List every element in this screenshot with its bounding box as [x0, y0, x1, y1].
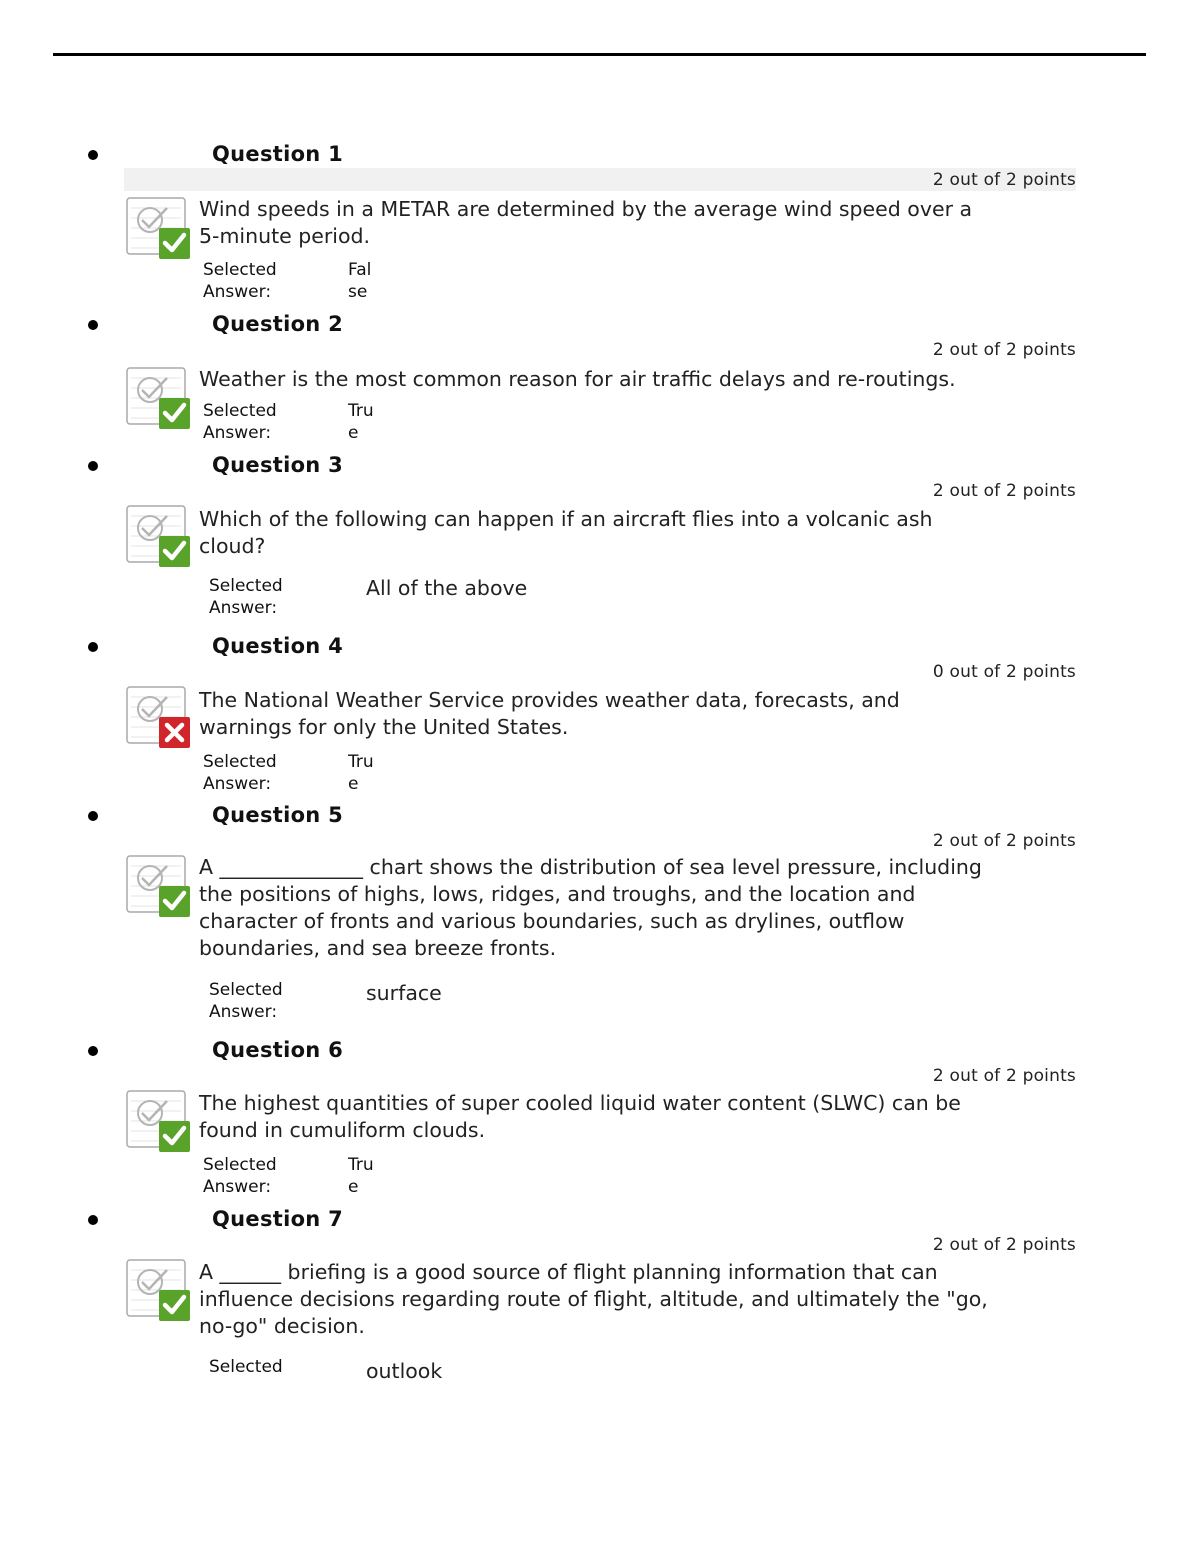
question-title: Question 5	[212, 803, 344, 827]
question-text: A ______________ chart shows the distribution of sea level pressure, including the positions of highs, lows, ridges, and troughs, and the location and character of fronts and various boundaries, such as drylines, outflow boundaries, and sea breeze fronts.	[199, 855, 982, 960]
question-text: A ______ briefing is a good source of flight planning information that can influence decisions regarding route of flight, altitude, and ultimately the "go, no-go" decision.	[199, 1260, 988, 1338]
selected-answer-label: Selected Answer:	[203, 401, 277, 443]
question-text: Which of the following can happen if an aircraft flies into a volcanic ash cloud?	[199, 507, 933, 558]
list-bullet	[88, 150, 98, 160]
question-title: Question 3	[212, 453, 344, 477]
incorrect-x-icon	[125, 685, 193, 753]
correct-checkmark-icon	[125, 1258, 193, 1326]
list-bullet	[88, 642, 98, 652]
question-text: Wind speeds in a METAR are determined by the average wind speed over a 5-minute period.	[199, 197, 973, 248]
selected-answer-value: True	[348, 1155, 374, 1197]
selected-answer-label: Selected Answer:	[203, 1155, 277, 1197]
score-bar	[124, 1064, 1076, 1087]
question-text: The highest quantities of super cooled liquid water content (SLWC) can be found in cumuliform clouds.	[199, 1091, 961, 1142]
question-title: Question 7	[212, 1207, 344, 1231]
selected-answer-value: True	[348, 752, 374, 794]
points-label: 2 out of 2 points	[932, 831, 1076, 851]
correct-checkmark-icon	[125, 504, 193, 572]
top-rule	[53, 53, 1146, 56]
list-bullet	[88, 461, 98, 471]
selected-answer-value: All of the above	[366, 576, 528, 600]
question-title: Question 2	[212, 312, 344, 336]
question-title: Question 1	[212, 142, 344, 166]
list-bullet	[88, 1215, 98, 1225]
selected-answer-label: Selected Answer:	[203, 752, 277, 794]
correct-checkmark-icon	[125, 1089, 193, 1157]
list-bullet	[88, 1046, 98, 1056]
score-bar	[124, 168, 1076, 191]
score-bar	[124, 1233, 1076, 1256]
points-label: 2 out of 2 points	[932, 340, 1076, 360]
score-bar	[124, 479, 1076, 502]
selected-answer-value: surface	[366, 981, 442, 1005]
question-title: Question 6	[212, 1038, 344, 1062]
question-text: The National Weather Service provides weather data, forecasts, and warnings for only the United States.	[199, 688, 900, 739]
question-title: Question 4	[212, 634, 344, 658]
correct-checkmark-icon	[125, 366, 193, 434]
score-bar	[124, 829, 1076, 852]
question-text: Weather is the most common reason for air traffic delays and re-routings.	[199, 367, 956, 391]
correct-checkmark-icon	[125, 854, 193, 922]
points-label: 0 out of 2 points	[932, 662, 1076, 682]
selected-answer-value: True	[348, 401, 374, 443]
selected-answer-label: Selected Answer:	[209, 980, 283, 1022]
selected-answer-label: Selected Answer:	[203, 260, 277, 302]
list-bullet	[88, 320, 98, 330]
selected-answer-label: Selected Answer:	[209, 576, 283, 618]
score-bar	[124, 660, 1076, 683]
points-label: 2 out of 2 points	[932, 170, 1076, 190]
selected-answer-label: Selected	[209, 1357, 283, 1377]
list-bullet	[88, 811, 98, 821]
points-label: 2 out of 2 points	[932, 481, 1076, 501]
score-bar	[124, 338, 1076, 361]
points-label: 2 out of 2 points	[932, 1066, 1076, 1086]
selected-answer-value: outlook	[366, 1359, 443, 1383]
points-label: 2 out of 2 points	[932, 1235, 1076, 1255]
selected-answer-value: False	[348, 260, 372, 302]
correct-checkmark-icon	[125, 196, 193, 264]
